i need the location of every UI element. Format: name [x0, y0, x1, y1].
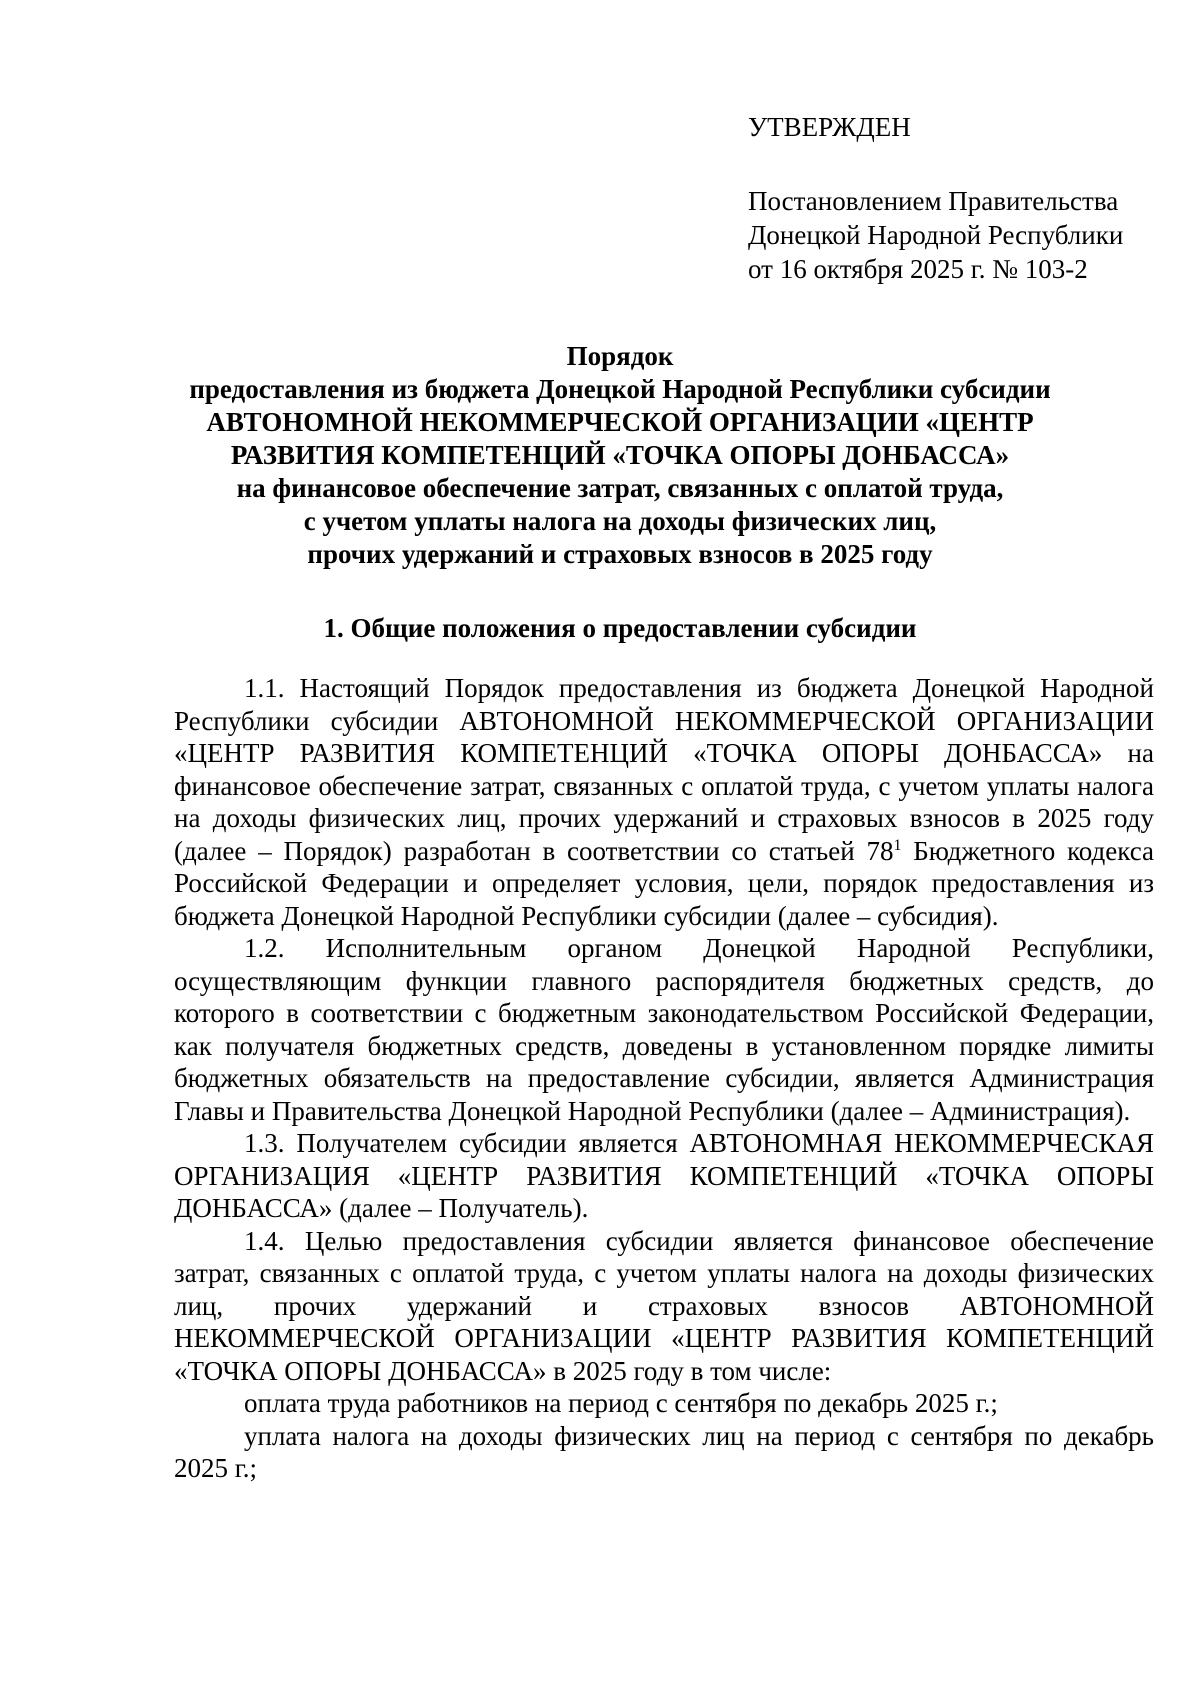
title-line-6: с учетом уплаты налога на доходы физических лиц,: [303, 506, 937, 536]
paragraph-1-4: 1.4. Целью предоставления субсидии является финансовое обеспечение затрат, связанных с оплатой труда, с учетом уплаты налога на доходы физических лиц, прочих удержаний и страховых взносов АВТОНОМНОЙ НЕКОММЕРЧЕСКОЙ ОРГАНИЗАЦИИ «ЦЕНТР РАЗВИТИЯ КОМПЕТЕНЦИЙ «ТОЧКА ОПОРЫ ДОНБАССА» в 2025 году в том числе:: [174, 1225, 1154, 1386]
approval-stamp: [748, 110, 1123, 286]
document-title: [160, 340, 1080, 571]
title-line-2: предоставления из бюджета Донецкой Народной Республики субсидии: [189, 374, 1051, 404]
title-line-7: прочих удержаний и страховых взносов в 2025 году: [307, 539, 933, 569]
paragraph-1-1: [174, 672, 1154, 932]
section-1-body: [174, 672, 1154, 1485]
approved-label: УТВЕРЖДЕН: [748, 112, 911, 142]
title-line-5: на финансовое обеспечение затрат, связанных с оплатой труда,: [236, 473, 1004, 503]
list-item-tax: уплата налога на доходы физических лиц на период с сентября по декабрь 2025 г.;: [174, 1420, 1154, 1483]
approval-line-3: от 16 октября 2025 г. № 103-2: [748, 254, 1088, 284]
paragraph-1-3: 1.3. Получателем субсидии является АВТОНОМНАЯ НЕКОММЕРЧЕСКАЯ ОРГАНИЗАЦИЯ «ЦЕНТР РАЗВИТИЯ КОМПЕТЕНЦИЙ «ТОЧКА ОПОРЫ ДОНБАССА» (далее – Получатель).: [174, 1128, 1154, 1223]
approval-line-2: Донецкой Народной Республики: [748, 220, 1124, 250]
list-item-pay: оплата труда работников на период с сентября по декабрь 2025 г.;: [244, 1388, 998, 1418]
paragraph-1-1-part-a: 1.1. Настоящий Порядок предоставления из бюджета Донецкой Народной Республики субсидии АВТОНОМНОЙ НЕКОММЕРЧЕСКОЙ ОРГАНИЗАЦИИ «ЦЕНТР РАЗВИТИЯ КОМПЕТЕНЦИЙ «ТОЧКА ОПОРЫ ДОНБАССА» на финансовое обеспечение затрат, связанных с оплатой труда, с учетом уплаты налога на доходы физических лиц, прочих удержаний и страховых взносов в 2025 году (далее – Порядок) разработан в соответствии со статьей 78: [174, 673, 1154, 866]
article-superscript: 1: [893, 836, 902, 854]
paragraph-1-1-part-b: Бюджетного кодекса Российской Федерации и определяет условия, цели, порядок предоставления из бюджета Донецкой Народной Республики субсидии (далее – субсидия).: [174, 835, 1154, 931]
approval-line-1: Постановлением Правительства: [748, 186, 1119, 216]
title-line-3: АВТОНОМНОЙ НЕКОММЕРЧЕСКОЙ ОРГАНИЗАЦИИ «ЦЕНТР: [206, 407, 1034, 437]
paragraph-1-2: 1.2. Исполнительным органом Донецкой Народной Республики, осуществляющим функции главного распорядителя бюджетных средств, до которого в соответствии с бюджетным законодательством Российской Федерации, как получателя бюджетных средств, доведены в установленном порядке лимиты бюджетных обязательств на предоставление субсидии, является Администрация Главы и Правительства Донецкой Народной Республики (далее – Администрация).: [174, 933, 1154, 1126]
section-1-heading: 1. Общие положения о предоставлении субсидии: [323, 613, 917, 643]
title-line-1: Порядок: [566, 341, 674, 371]
title-line-4: РАЗВИТИЯ КОМПЕТЕНЦИЙ «ТОЧКА ОПОРЫ ДОНБАССА»: [230, 440, 1010, 470]
